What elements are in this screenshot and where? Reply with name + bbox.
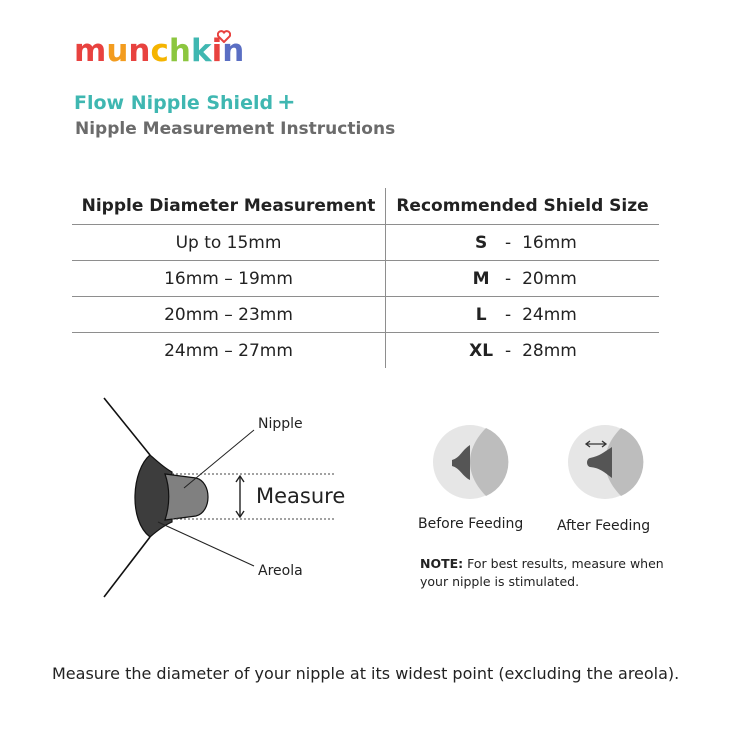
size-letter: S [474, 232, 488, 253]
size-separator: - [505, 304, 512, 325]
size-letter: XL [469, 340, 494, 361]
shield-size: 28mm [522, 340, 577, 361]
measurement-cell: 24mm – 27mm [72, 333, 386, 369]
page-subtitle: Nipple Measurement Instructions [75, 119, 396, 139]
after-feeding-icon [568, 425, 643, 499]
note-text [420, 555, 680, 591]
before-feeding-label: Before Feeding [418, 516, 524, 532]
logo-letter: i [211, 33, 223, 69]
footer-instruction: Measure the diameter of your nipple at its widest point (excluding the areola). [52, 664, 680, 683]
after-feeding-label: After Feeding [557, 518, 651, 534]
before-feeding-icon [433, 425, 508, 499]
nipple-leader-line [184, 430, 254, 488]
shield-size: 20mm [522, 268, 577, 289]
plus-icon: + [277, 90, 296, 115]
logo-letter: n [128, 33, 151, 69]
areola-label: Areola [258, 563, 303, 579]
product-title-text: Flow Nipple Shield [74, 92, 274, 114]
measure-label: Measure [256, 484, 346, 508]
measurement-cell: 20mm – 23mm [72, 297, 386, 333]
logo-letter: m [74, 33, 107, 69]
header-shield-size: Recommended Shield Size [386, 188, 660, 225]
logo-letter: h [168, 33, 191, 69]
size-separator: - [505, 232, 512, 253]
shield-size: 16mm [522, 232, 577, 253]
note-prefix: NOTE: [420, 556, 464, 571]
size-letter: L [475, 304, 487, 325]
logo-letter: n [222, 33, 245, 69]
breast-illustration [104, 398, 208, 597]
size-letter: M [472, 268, 490, 289]
nipple-shape [165, 474, 208, 520]
measurement-cell: 16mm – 19mm [72, 261, 386, 297]
shield-size: 24mm [522, 304, 577, 325]
nipple-label: Nipple [258, 416, 303, 432]
areola-leader-line [158, 522, 254, 566]
logo-letter: k [190, 33, 212, 69]
areola-shape [135, 455, 172, 537]
breast-outline-bottom [104, 537, 150, 597]
measurement-cell: Up to 15mm [72, 225, 386, 261]
note-body: For best results, measure when your nipple is stimulated. [420, 556, 664, 589]
measure-arrow-icon [236, 476, 244, 517]
header-measurement: Nipple Diameter Measurement [72, 188, 386, 225]
logo-letter: u [106, 33, 129, 69]
size-separator: - [505, 340, 512, 361]
breast-outline-top [104, 398, 150, 455]
size-separator: - [505, 268, 512, 289]
logo-letter: c [150, 33, 169, 69]
